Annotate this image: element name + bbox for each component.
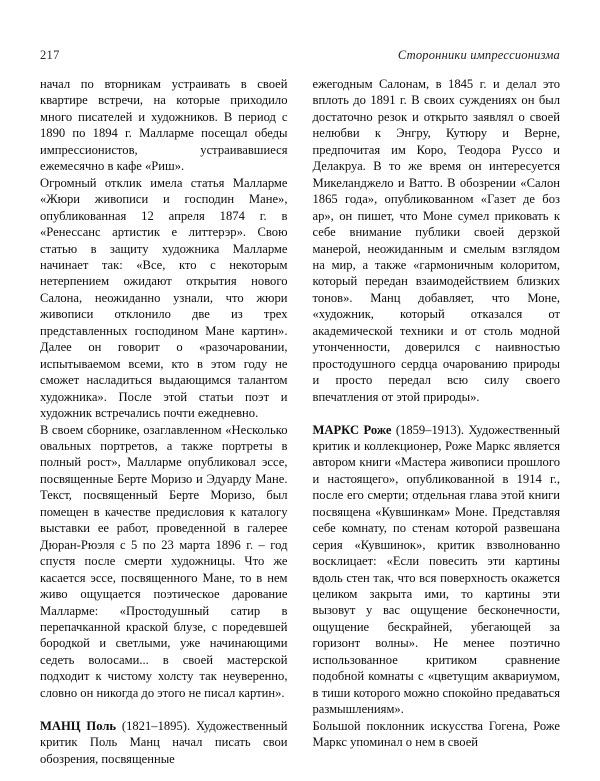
entry-body-mantz: (1821–1895). Художественный критик Поль Манц начал писать свои обозрения, посвященные	[40, 718, 288, 766]
entry-mantz-paul	[40, 718, 288, 767]
running-head	[40, 48, 560, 68]
paragraph-marx-gauguin: Большой поклонник искусства Гогена, Роже Маркс упоминал о нем в своей	[312, 718, 560, 750]
paragraph-mallarme-collection: В своем сборнике, озаглавленном «Несколько овальных портретов, а также портреты в полный рост», Малларме опубликовал эссе, посвященные Берте Моризо и Эдуарду Мане. Текст, посвященный Берте Моризо, был помещен в качестве предисловия к каталогу выставки ее работ, проведенной в галерее Дюран-Рюэля с 5 по 23 марта 1896 г. – год спустя после смерти художницы. Что же касается эссе, посвященного Мане, то в нем живо ощущается поэтическое дарование Малларме: «Простодушный сатир в перепачканной краской блузе, с поредевшей бородкой и светлыми, уже начинающими седеть волосами... в своей мастерской подходит к чистому холсту так неуверенно, словно он никогда до этого не писал картин».	[40, 422, 288, 700]
entry-lemma-mantz: МАНЦ Поль	[40, 718, 117, 733]
entry-marx-roger	[313, 422, 561, 718]
two-column-text-body	[40, 76, 560, 766]
left-column	[40, 76, 288, 766]
entry-body-marx: (1859–1913). Художественный критик и коллекционер, Роже Маркс является автором книги «Мастера живописи прошлого и настоящего», опубликованной в 1914 г., после его смерти; отдельная глава этой книги посвящена «Кувшинкам» Моне. Представляя себе комнату, по стенам которой развешана серия «Кувшинок», критик взволнованно восклицает: «Если повесить эти картины вдоль стен так, что вся поверхность окажется целиком закрыта ими, то картины эти вызовут у вас ощущение бесконечности, ощущение бескрайней, убегающей за горизонт волны». Не менее поэтично использованное критиком сравнение подобной комнаты с «цветущим аквариумом, в тиши которого можно спокойно предаваться размышлениям».	[312, 422, 561, 717]
paragraph-mallarme-article: Огромный отклик имела статья Малларме «Жюри живописи и господин Мане», опубликованная 12 апреля 1874 г. в «Ренессанс артистик е литтерэр». Свою статью в защиту художника Малларме начинает так: «Все, кто с некоторым нетерпением ожидают открытия нового Салона, неожиданно узнали, что жюри живописи отклонило две из трех представленных господином Мане картин». Далее он говорит о «разочаровании, испытываемом всеми, кто в этом году не сможет насладиться выдающимся талантом художника». После этой статьи поэт и художник встречались почти ежедневно.	[40, 175, 288, 421]
paragraph-mantz-salons: ежегодным Салонам, в 1845 г. и делал это вплоть до 1891 г. В своих суждениях он был достаточно резок и открыто заявлял о своей нелюбви к Энгру, Кутюру и Верне, предпочитая им Коро, Теодора Руссо и Делакруа. В то же время он интересуется Микеланджело и Ватто. В обозрении «Салон 1865 года», опубликованном «Газет де боз ар», он пишет, что Моне сумел приковать к себе внимание публики своей дерзкой манерой, неожиданным и смелым взглядом на мир, а также «гармоничным колоритом, который передан взаимодействием близких тонов». Манц добавляет, что Моне, «художник, который отказался от академической техники и от столь модной утонченности, доверился с наивностью простодушного сердца очарованию природы и просто передал всю силу своего впечатления от этой природы».	[312, 77, 560, 404]
entry-lemma-marx: МАРКС Роже	[312, 422, 392, 437]
running-head-title: Сторонники импрессионизма	[397, 48, 560, 62]
paragraph-mallarme-meetings: начал по вторникам устраивать в своей квартире встречи, на которые приходило много писателей и художников. В период с 1890 по 1894 г. Малларме посещал обеды импрессионистов, устраивавшиеся ежемесячно в кафе «Риш».	[40, 77, 288, 174]
right-column	[313, 76, 561, 766]
entry-spacer	[40, 701, 288, 717]
entry-spacer	[313, 405, 561, 421]
page-number: 217	[40, 48, 60, 62]
